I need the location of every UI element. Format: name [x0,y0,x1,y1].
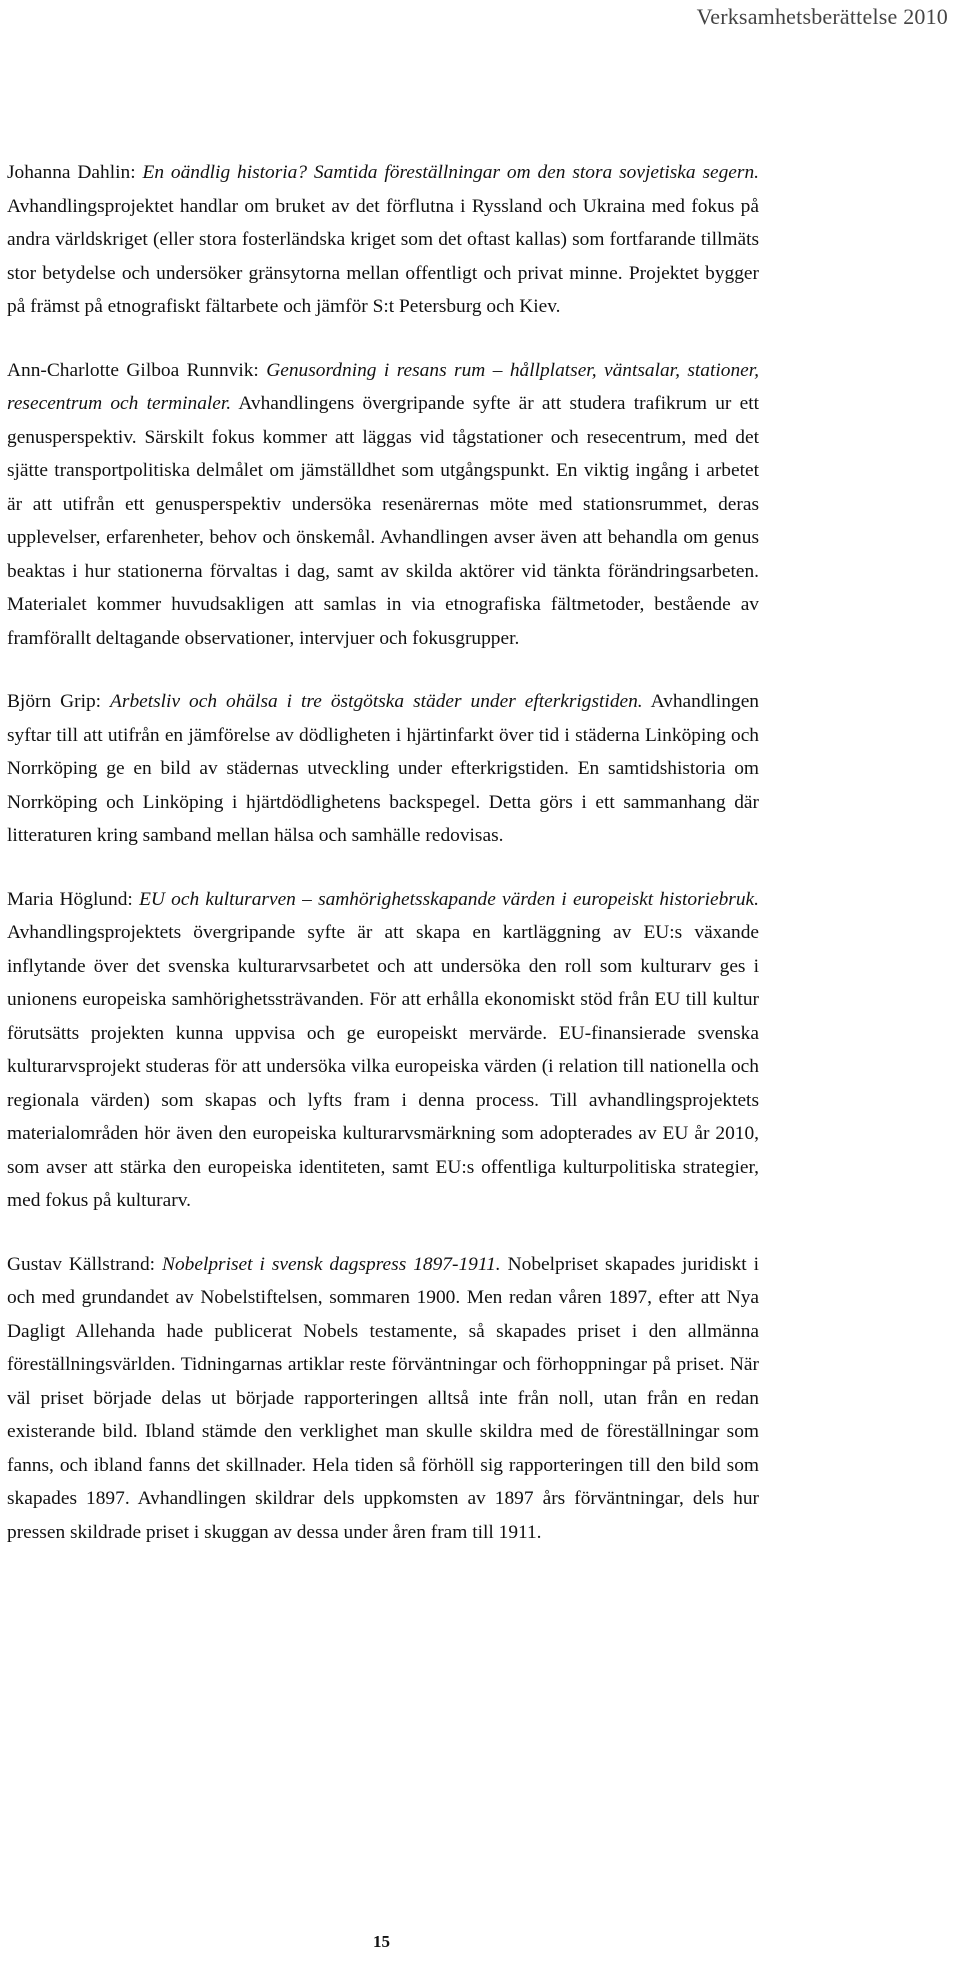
entry-description: Avhandlingsprojektets övergripande syfte är att skapa en kartläggning av EU:s växande inflytande över det svenska kulturarvsarbetet och att undersöka den roll som kulturarv ges i unionens europeiska samhörighetssträvanden. För att erhålla ekonomiskt stöd från EU till kultur förutsätts projekten kunna uppvisa och ge europeiskt mervärde. EU-finansierade svenska kulturarvsprojekt studeras för att undersöka vilka europeiska värden (i relation till nationella och regionala värden) som skapas och lyfts fram i denna process. Till avhandlingsprojektets materialområden hör även den europeiska kulturarvsmärkning som adopterades av EU år 2010, som avser att stärka den europeiska identiteten, samt EU:s offentliga kulturpolitiska strategier, med fokus på kulturarv. [7,922,759,1211]
entry-dahlin [7,156,759,324]
entry-title: En oändlig historia? Samtida föreställningar om den stora sovjetiska segern. [142,162,759,183]
entry-author: Maria Höglund: [7,888,140,910]
entry-hoglund [7,883,759,1218]
entry-description: Avhandlingens övergripande syfte är att studera trafikrum ur ett genusperspektiv. Särskilt fokus kommer att läggas vid tågstationer och resecentrum, med det sjätte transportpolitiska delmålet om jämställdhet som utgångspunkt. En viktig ingång i arbetet är att utifrån ett genusperspektiv undersöka resenärernas möte med stationsrummet, deras upplevelser, erfarenheter, behov och önskemål. Avhandlingen avser även att behandla om genus beaktas i hur stationerna förvaltas i dag, samt av skilda aktörer vid tänkta förändringsarbeten. Materialet kommer huvudsakligen att samlas in via etnografiska fältmetoder, bestående av framförallt deltagande observationer, intervjuer och fokusgrupper. [7,393,759,649]
entry-author: Gustav Källstrand: [7,1253,163,1275]
entry-description: Avhandlingen syftar till att utifrån en jämförelse av dödligheten i hjärtinfarkt över tid i städerna Linköping och Norrköping ge en bild av städernas utveckling under efterkrigstiden. En samtidshistoria om Norrköping och Linköping i hjärtdödlighetens backspegel. Detta görs i ett sammanhang där litteraturen kring samband mellan hälsa och samhälle redovisas. [7,691,759,846]
entry-author: Johanna Dahlin: [7,162,143,183]
entry-description: Nobelpriset skapades juridiskt i och med grundandet av Nobelstiftelsen, sommaren 1900. Men redan våren 1897, efter att Nya Dagligt Allehanda hade publicerat Nobels testamente, så skapades priset i den allmänna föreställningsvärlden. Tidningarnas artiklar reste förväntningar och förhoppningar på priset. När väl priset började delas ut började rapporteringen alltså inte från noll, utan från en redan existerande bild. Ibland stämde den verklighet man skulle skildra med de föreställningar som fanns, och ibland fanns det skillnader. Hela tiden så förhöll sig rapporteringen till den bild som skapades 1897. Avhandlingen skildrar dels uppkomsten av 1897 års förväntningar, dels hur pressen skildrade priset i skuggan av dessa under åren fram till 1911. [7,1253,760,1543]
entry-author: Ann-Charlotte Gilboa Runnvik: [7,359,267,381]
running-header: Verksamhetsberättelse 2010 [696,4,948,29]
entry-author: Björn Grip: [7,691,111,712]
entry-grip [7,685,759,853]
entry-description: Avhandlingsprojektet handlar om bruket av det förflutna i Ryssland och Ukraina med fokus på andra världskriget (eller stora fosterländska kriget som det oftast kallas) som fortfarande tillmäts stor betydelse och undersöker gränsytorna mellan offentligt och privat minne. Projektet bygger på främst på etnografiskt fältarbete och jämför S:t Petersburg och Kiev. [7,195,759,317]
page-number: 15 [373,1932,390,1951]
entry-title: Genusordning i resans rum – hållplatser, väntsalar, stationer, resecentrum och terminaler. [7,359,759,414]
document-body [7,156,759,1579]
entry-title: EU och kulturarven – samhörighetsskapande värden i europeiskt historiebruk. [139,888,760,910]
entry-kallstrand [7,1248,759,1550]
entry-title: Arbetsliv och ohälsa i tre östgötska städer under efterkrigstiden. [110,691,643,712]
entry-gilboa-runnvik [7,354,759,656]
entry-title: Nobelpriset i svensk dagspress 1897-1911. [162,1253,501,1275]
